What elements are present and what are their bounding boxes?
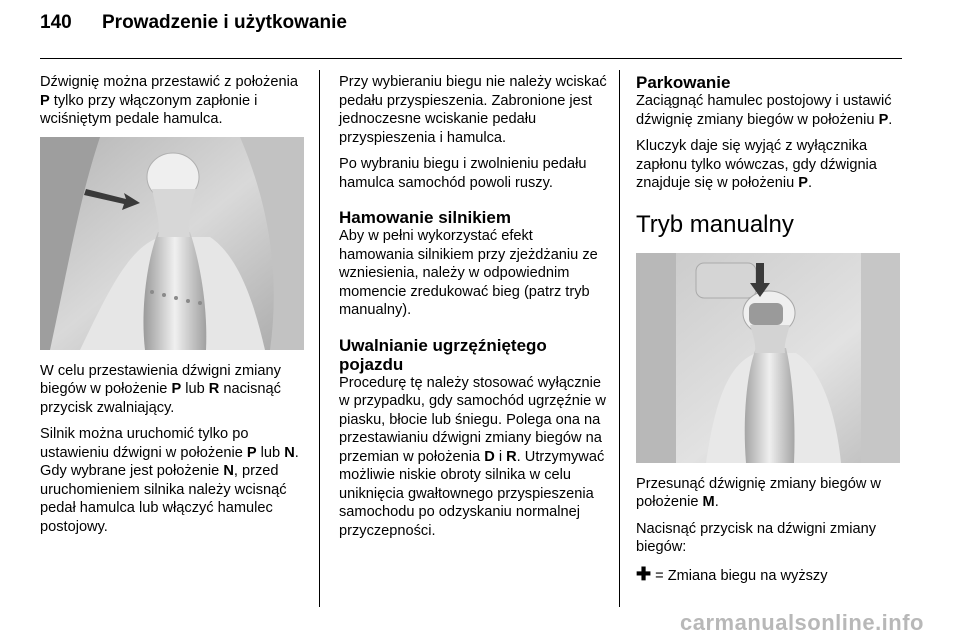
paragraph: Zaciągnąć hamulec postojowy i ustawić dźwignię zmiany biegów w położeniu P. <box>636 93 893 128</box>
paragraph: Dźwignię można przestawić z położenia P tylko przy włączonym zapłonie i wciśniętym pedale hamulca. <box>40 74 298 127</box>
page-number: 140 <box>40 12 72 33</box>
column-2 <box>339 73 607 548</box>
column-divider-1 <box>319 70 320 607</box>
page-title: Prowadzenie i użytkowanie <box>102 12 347 33</box>
paragraph: Przy wybieraniu biegu nie należy wciskać pedału przyspieszenia. Zabronione jest jednoczesne wciskanie pedału przyspieszenia i hamulca. <box>339 74 607 146</box>
paragraph: Silnik można uruchomić tylko po ustawieniu dźwigni w położenie P lub N. Gdy wybrane jest położenie N, przed uruchomieniem silnika należy wcisnąć pedał hamulca lub włączyć hamulec postojowy. <box>40 426 299 535</box>
paragraph: Po wybraniu biegu i zwolnieniu pedału hamulca samochód powoli ruszy. <box>339 156 587 191</box>
paragraph: Kluczyk daje się wyjąć z wyłącznika zapłonu tylko wówczas, gdy dźwignia znajduje się w położeniu P. <box>636 138 877 191</box>
paragraph: Aby w pełni wykorzystać efekt hamowania silnikiem przy zjeżdżaniu ze wzniesienia, należy w odpowiednim momencie zredukować bieg (patrz tryb manualny). <box>339 228 598 318</box>
gear-lever-photo <box>40 137 304 350</box>
section-heading: Hamowanie silnikiem <box>339 208 511 227</box>
paragraph: Procedurę tę należy stosować wyłącznie w przypadku, gdy samochód ugrzęźnie w piasku, błocie lub śniegu. Polega ona na przestawianiu dźwigni zmiany biegów na przemian w położenia D i R. Utrzymywać możliwie niskie obroty silnika w celu uniknięcia gwałtownego przyspieszenia samochodu po odzyskaniu normalnej przyczepności. <box>339 374 606 539</box>
plus-icon: ✚ <box>636 563 652 584</box>
column-divider-2 <box>619 70 620 607</box>
manual-mode-photo <box>636 253 900 463</box>
page-header <box>40 12 347 34</box>
column-3 <box>636 73 904 593</box>
column-1 <box>40 73 308 544</box>
section-heading: Parkowanie <box>636 73 731 92</box>
chapter-heading: Tryb manualny <box>636 210 794 238</box>
header-rule <box>40 58 902 59</box>
watermark: carmanualsonline.info <box>680 610 924 635</box>
section-heading: Uwalnianie ugrzęźniętego pojazdu <box>339 335 547 374</box>
paragraph: Przesunąć dźwignię zmiany biegów w położenie M. <box>636 475 881 510</box>
paragraph: ✚ = Zmiana biegu na wyższy <box>636 563 828 584</box>
paragraph: Nacisnąć przycisk na dźwigni zmiany biegów: <box>636 520 877 555</box>
paragraph: W celu przestawienia dźwigni zmiany biegów w położenie P lub R nacisnąć przycisk zwalniający. <box>40 362 281 416</box>
